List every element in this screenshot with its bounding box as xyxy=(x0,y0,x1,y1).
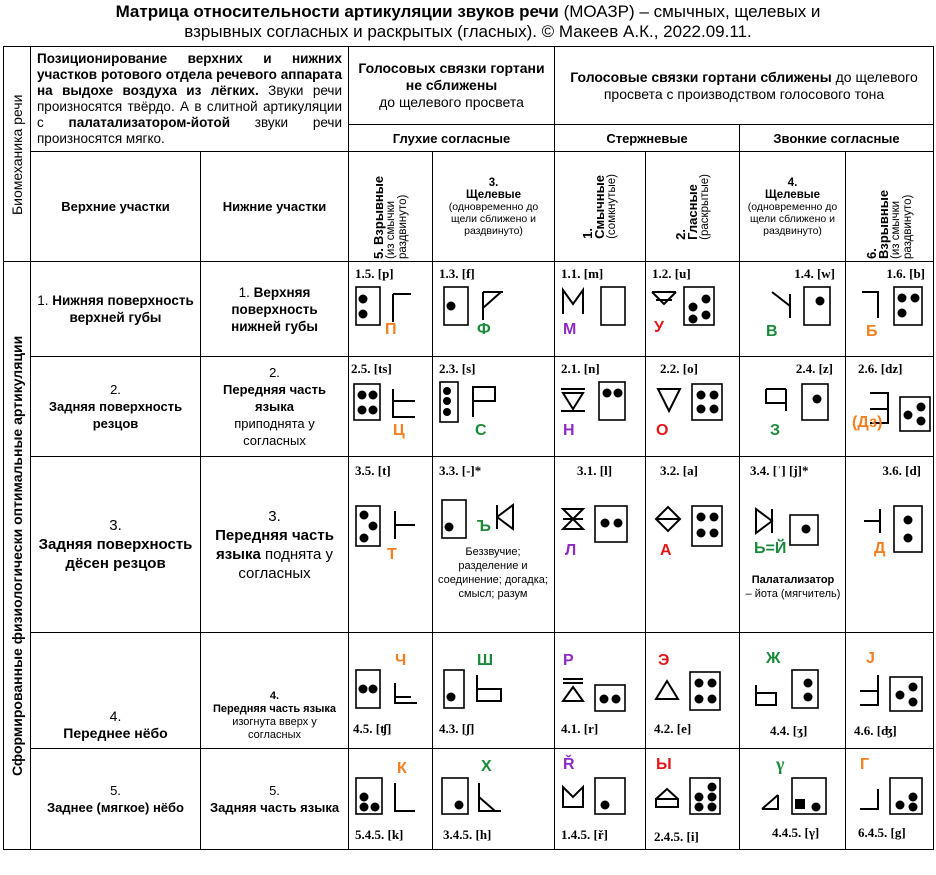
cell-2-6: 2.6. [dz] (Дз) xyxy=(846,357,934,457)
title-bold: Матрица относительности артикуляции звуков речи xyxy=(115,2,559,21)
col-header-plosive-voiced: 6. Взрывные (из смычки раздвинуто) xyxy=(846,152,934,262)
upper-areas-header: Верхние участки xyxy=(31,152,201,262)
cell-5-4: γ 4.4.5. [γ] xyxy=(740,749,846,850)
col-header-stop: 1. Смычные (сомкнутые) xyxy=(555,152,646,262)
cell-4-6: J 4.6. [ʤ] xyxy=(846,633,934,749)
side-label-biomechanics: Биомеханика речи xyxy=(4,47,31,262)
cell-3-4: 3.4. [ʾ] [j]* Ь=Й Палатализатор – йота (мягчитель) xyxy=(740,457,846,633)
articulation-matrix xyxy=(3,46,934,850)
cell-4-5: Ч 4.5. [ʧ] xyxy=(349,633,433,749)
intro-text: Позиционирование верхних и нижних участков ротового отдела речевого аппарата на выдохе воздуха из лёгких. Звуки речи произносятся твёрдо. А в слитной артикуляции с палатализатором-йотой звуки речи произносятся мягко. xyxy=(31,47,349,152)
cell-1-2: 1.2. [u] У xyxy=(646,262,740,357)
cell-5-6: Г 6.4.5. [g] xyxy=(846,749,934,850)
cell-3-6: 3.6. [d] Д xyxy=(846,457,934,633)
cell-5-5: К 5.4.5. [k] xyxy=(349,749,433,850)
cell-1-4: 1.4. [w] В xyxy=(740,262,846,357)
lower-area-5: 5. Задняя часть языка xyxy=(201,749,349,850)
lower-areas-header: Нижние участки xyxy=(201,152,349,262)
cell-2-3: 2.3. [s] С xyxy=(433,357,555,457)
lower-area-1: 1. Верхняя поверхность нижней губы xyxy=(201,262,349,357)
col-header-fricative-deaf: 3. Щелевые (одновременно до щели сближено и раздвинуто) xyxy=(433,152,555,262)
cell-2-5: 2.5. [ts] Ц xyxy=(349,357,433,457)
title-line2: взрывных согласных и раскрытых (гласных). © Макеев А.К., 2022.09.11. xyxy=(184,22,752,41)
cell-2-1: 2.1. [n] Н xyxy=(555,357,646,457)
upper-area-2: 2. Задняя поверхность резцов xyxy=(31,357,201,457)
side-label-articulations: Сформированные физиологически оптимальные артикуляции xyxy=(4,262,31,850)
cell-4-3: Ш 4.3. [ʃ] xyxy=(433,633,555,749)
header-unvoiced: Голосовых связки гортани не сближены до щелевого просвета xyxy=(349,47,555,125)
cell-1-6: 1.6. [b] Б xyxy=(846,262,934,357)
cell-3-3: 3.3. [-]* Ъ Беззвучие; разделение и соединение; догадка; смысл; разум xyxy=(433,457,555,633)
lower-area-4: 4. Передняя часть языка изогнута вверх у согласных xyxy=(201,633,349,749)
cell-4-2: Э 4.2. [e] xyxy=(646,633,740,749)
lower-area-3: 3. Передняя часть языка поднята у согласных xyxy=(201,457,349,633)
cell-1-1: 1.1. [m] М xyxy=(555,262,646,357)
col-header-vowel: 2. Гласные (раскрытые) xyxy=(646,152,740,262)
document-title xyxy=(0,2,936,42)
cell-2-4: 2.4. [z] З xyxy=(740,357,846,457)
cell-1-5: 1.5. [p] П xyxy=(349,262,433,357)
cell-3-5: 3.5. [t] Т xyxy=(349,457,433,633)
header-voiced: Голосовые связки гортани сближены до щелевого просвета с производством голосового тона xyxy=(555,47,934,125)
subheader-core: Стержневые xyxy=(555,125,740,152)
cell-5-2: Ы 2.4.5. [i] xyxy=(646,749,740,850)
cell-3-1: 3.1. [l] Л xyxy=(555,457,646,633)
col-header-plosive-deaf: 5. Взрывные (из смычки раздвинуто) xyxy=(349,152,433,262)
lower-area-2: 2. Передняя часть языка приподнята у согласных xyxy=(201,357,349,457)
subheader-deaf: Глухие согласные xyxy=(349,125,555,152)
upper-area-4: 4. Переднее нёбо xyxy=(31,633,201,749)
cell-2-2: 2.2. [o] О xyxy=(646,357,740,457)
cell-4-4: Ж 4.4. [ʒ] xyxy=(740,633,846,749)
upper-area-5: 5. Заднее (мягкое) нёбо xyxy=(31,749,201,850)
col-header-fricative-voiced: 4. Щелевые (одновременно до щели сближено и раздвинуто) xyxy=(740,152,846,262)
cell-5-3: Х 3.4.5. [h] xyxy=(433,749,555,850)
cell-5-1: Ř 1.4.5. [ř] xyxy=(555,749,646,850)
upper-area-1: 1. Нижняя поверхность верхней губы xyxy=(31,262,201,357)
upper-area-3: 3. Задняя поверхность дёсен резцов xyxy=(31,457,201,633)
subheader-voiced: Звонкие согласные xyxy=(740,125,934,152)
title-rest: (МОАЗР) – смычных, щелевых и xyxy=(558,2,821,21)
cell-4-1: Р 4.1. [r] xyxy=(555,633,646,749)
cell-3-2: 3.2. [a] А xyxy=(646,457,740,633)
cell-1-3: 1.3. [f] Ф xyxy=(433,262,555,357)
